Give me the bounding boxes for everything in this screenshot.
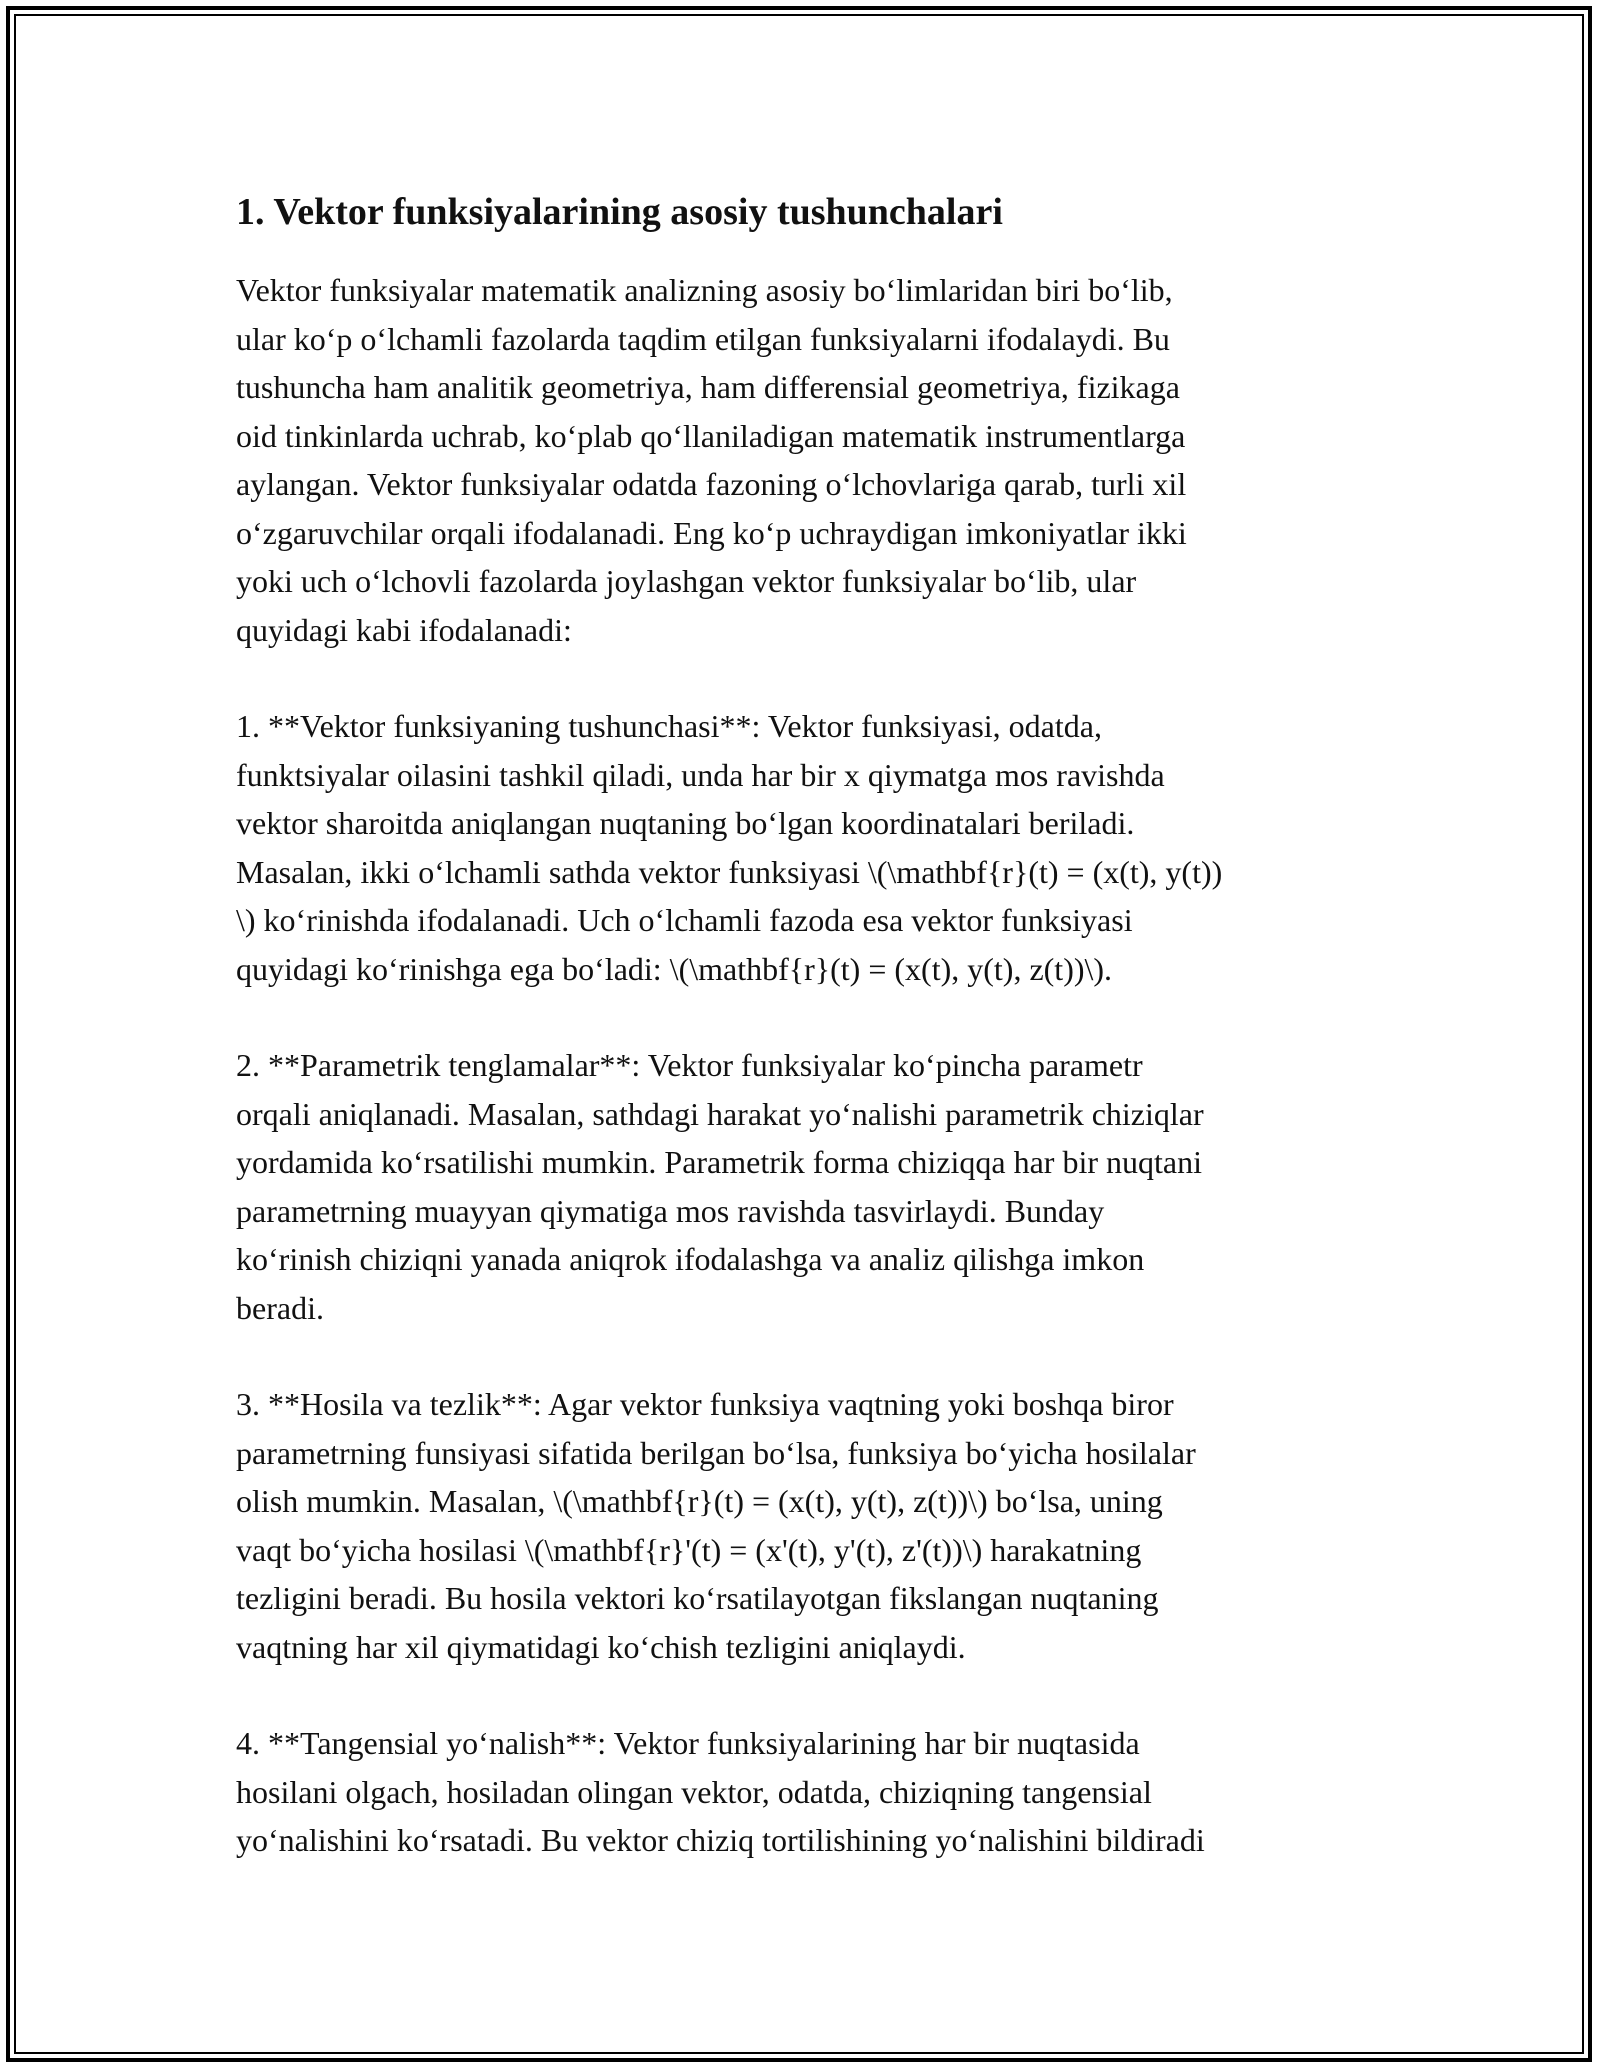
text-line: quyidagi ko‘rinishga ega bo‘ladi: \(\mathbf{r}(t) = (x(t), y(t), z(t))\). [236, 950, 1113, 987]
document-body [236, 188, 1356, 1913]
text-line: orqali aniqlanadi. Masalan, sathdagi harakat yo‘nalishi parametrik chiziqlar [236, 1095, 1204, 1132]
text-line: o‘zgaruvchilar orqali ifodalanadi. Eng ko‘p uchraydigan imkoniyatlar ikki [236, 514, 1187, 551]
section-title: 1. Vektor funksiyalarining asosiy tushunchalari [236, 191, 1003, 233]
text-line: funktsiyalar oilasini tashkil qiladi, unda har bir x qiymatga mos ravishda [236, 756, 1165, 793]
item-3-paragraph [236, 1380, 1356, 1671]
text-line: olish mumkin. Masalan, \(\mathbf{r}(t) = (x(t), y(t), z(t))\) bo‘lsa, uning [236, 1483, 1163, 1519]
text-line: tezligini beradi. Bu hosila vektori ko‘rsatilayotgan fikslangan nuqtaning [236, 1580, 1159, 1616]
item-4-paragraph [236, 1719, 1356, 1865]
text-line: ko‘rinish chiziqni yanada aniqrok ifodalashga va analiz qilishga imkon [236, 1241, 1145, 1277]
item-2-paragraph [236, 1041, 1356, 1332]
text-line: beradi. [236, 1289, 324, 1326]
text-line: 2. **Parametrik tenglamalar**: Vektor funksiyalar ko‘pincha parametr [236, 1047, 1143, 1083]
text-line: tushuncha ham analitik geometriya, ham differensial geometriya, fizikaga [236, 369, 1180, 405]
text-line: ular ko‘p o‘lchamli fazolarda taqdim etilgan funksiyalarni ifodalaydi. Bu [236, 320, 1170, 357]
text-line: vaqt bo‘yicha hosilasi \(\mathbf{r}'(t) = (x'(t), y'(t), z'(t))\) harakatning [236, 1531, 1142, 1568]
text-line: vektor sharoitda aniqlangan nuqtaning bo‘lgan koordinatalari beriladi. [236, 805, 1135, 841]
text-line: aylangan. Vektor funksiyalar odatda fazoning o‘lchovlariga qarab, turli xil [236, 466, 1187, 502]
text-line: \) ko‘rinishda ifodalanadi. Uch o‘lchamli fazoda esa vektor funksiyasi [236, 902, 1133, 938]
text-line: parametrning muayyan qiymatiga mos ravishda tasvirlaydi. Bunday [236, 1192, 1105, 1229]
text-line: hosilani olgach, hosiladan olingan vektor, odatda, chiziqning tangensial [236, 1773, 1152, 1810]
text-line: vaqtning har xil qiymatidagi ko‘chish tezligini aniqlaydi. [236, 1628, 966, 1665]
text-line: 4. **Tangensial yo‘nalish**: Vektor funksiyalarining har bir nuqtasida [236, 1725, 1140, 1761]
text-line: yoki uch o‘lchovli fazolarda joylashgan vektor funksiyalar bo‘lib, ular [236, 563, 1137, 599]
text-line: oid tinkinlarda uchrab, ko‘plab qo‘llaniladigan matematik instrumentlarga [236, 417, 1186, 454]
text-line: Vektor funksiyalar matematik analizning asosiy bo‘limlaridan biri bo‘lib, [236, 272, 1173, 308]
item-1-paragraph [236, 702, 1356, 993]
intro-paragraph [236, 266, 1356, 654]
text-line: yo‘nalishini ko‘rsatadi. Bu vektor chiziq tortilishining yo‘nalishini bildiradi [236, 1822, 1205, 1858]
text-line: 1. **Vektor funksiyaning tushunchasi**: Vektor funksiyasi, odatda, [236, 708, 1102, 744]
text-line: quyidagi kabi ifodalanadi: [236, 611, 572, 648]
text-line: parametrning funsiyasi sifatida berilgan bo‘lsa, funksiya bo‘yicha hosilalar [236, 1434, 1196, 1471]
text-line: Masalan, ikki o‘lchamli sathda vektor funksiyasi \(\mathbf{r}(t) = (x(t), y(t)) [236, 853, 1223, 890]
text-line: 3. **Hosila va tezlik**: Agar vektor funksiya vaqtning yoki boshqa biror [236, 1386, 1174, 1422]
text-line: yordamida ko‘rsatilishi mumkin. Parametrik forma chiziqqa har bir nuqtani [236, 1144, 1202, 1180]
